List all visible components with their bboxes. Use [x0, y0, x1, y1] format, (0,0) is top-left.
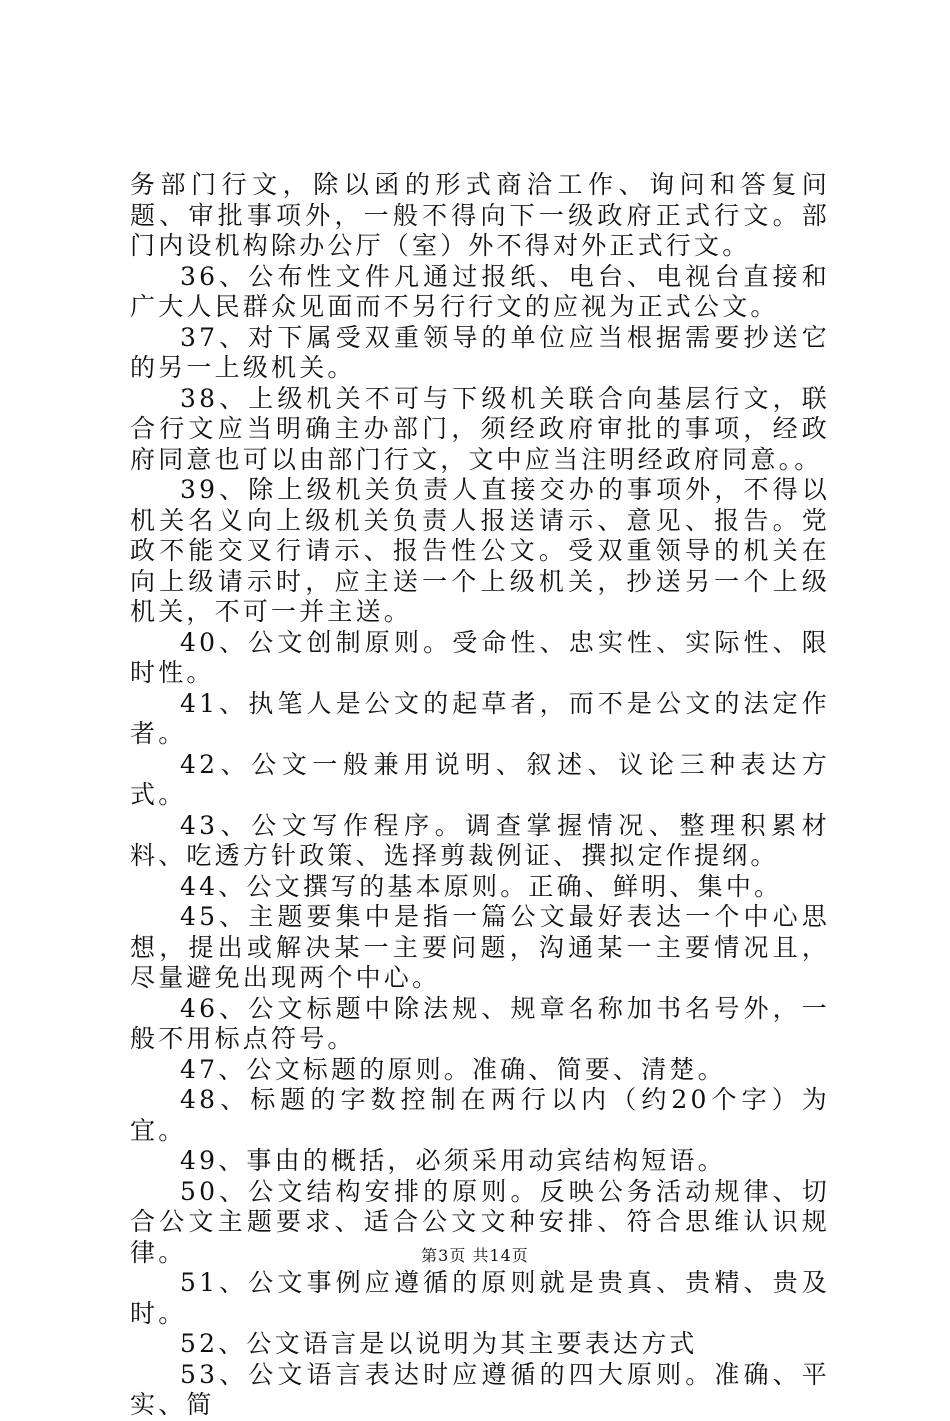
- paragraph-item-40: 40、公文创制原则。受命性、忠实性、实际性、限时性。: [130, 627, 830, 687]
- paragraph-item-38: 38、上级机关不可与下级机关联合向基层行文，联合行文应当明确主办部门，须经政府审批的事项，经政府同意也可以由部门行文，文中应当注明经政府同意。。: [130, 383, 830, 474]
- paragraph-item-44: 44、公文撰写的基本原则。正确、鲜明、集中。: [180, 871, 783, 901]
- paragraph-item-49: 49、事由的概括，必须采用动宾结构短语。: [180, 1146, 726, 1175]
- document-body: [130, 170, 830, 1421]
- paragraph-item-50: 50、公文结构安排的原则。反映公务活动规律、切合公文主题要求、适合公文文种安排、符合思维认识规律。: [130, 1176, 830, 1267]
- paragraph-item-47: 47、公文标题的原则。准确、简要、清楚。: [180, 1054, 726, 1084]
- paragraph-continuation: 务部门行文，除以函的形式商洽工作、询问和答复问题、审批事项外，一般不得向下一级政府正式行文。部门内设机构除办公厅（室）外不得对外正式行文。: [130, 170, 830, 260]
- paragraph-item-52: 52、公文语言是以说明为其主要表达方式: [180, 1329, 698, 1358]
- paragraph-item-48: 48、标题的字数控制在两行以内（约20个字）为宜。: [130, 1085, 830, 1145]
- paragraph-item-43: 43、公文写作程序。调查掌握情况、整理积累材料、吃透方针政策、选择剪裁例证、撰拟定作提纲。: [130, 810, 830, 870]
- paragraph-item-39: 39、除上级机关负责人直接交办的事项外，不得以机关名义向上级机关负责人报送请示、意见、报告。党政不能交叉行请示、报告性公文。受双重领导的机关在向上级请示时，应主送一个上级机关，抄送另一个上级机关，不可一并主送。: [130, 475, 830, 626]
- paragraph-item-42: 42、公文一般兼用说明、叙述、议论三种表达方式。: [130, 749, 830, 809]
- paragraph-item-46: 46、公文标题中除法规、规章名称加书名号外，一般不用标点符号。: [130, 993, 830, 1053]
- paragraph-item-51: 51、公文事例应遵循的原则就是贵真、贵精、贵及时。: [130, 1268, 830, 1328]
- page-number-footer: 第3页 共14页: [421, 1246, 529, 1265]
- paragraph-item-53: 53、公文语言表达时应遵循的四大原则。准确、平实、简: [130, 1359, 830, 1419]
- paragraph-item-45: 45、主题要集中是指一篇公文最好表达一个中心思想，提出或解决某一主要问题，沟通某一主要情况且，尽量避免出现两个中心。: [130, 902, 830, 992]
- paragraph-item-41: 41、执笔人是公文的起草者，而不是公文的法定作者。: [130, 688, 830, 748]
- paragraph-item-36: 36、公布性文件凡通过报纸、电台、电视台直接和广大人民群众见面而不另行行文的应视为正式公文。: [130, 261, 830, 321]
- paragraph-item-37: 37、对下属受双重领导的单位应当根据需要抄送它的另一上级机关。: [130, 322, 830, 382]
